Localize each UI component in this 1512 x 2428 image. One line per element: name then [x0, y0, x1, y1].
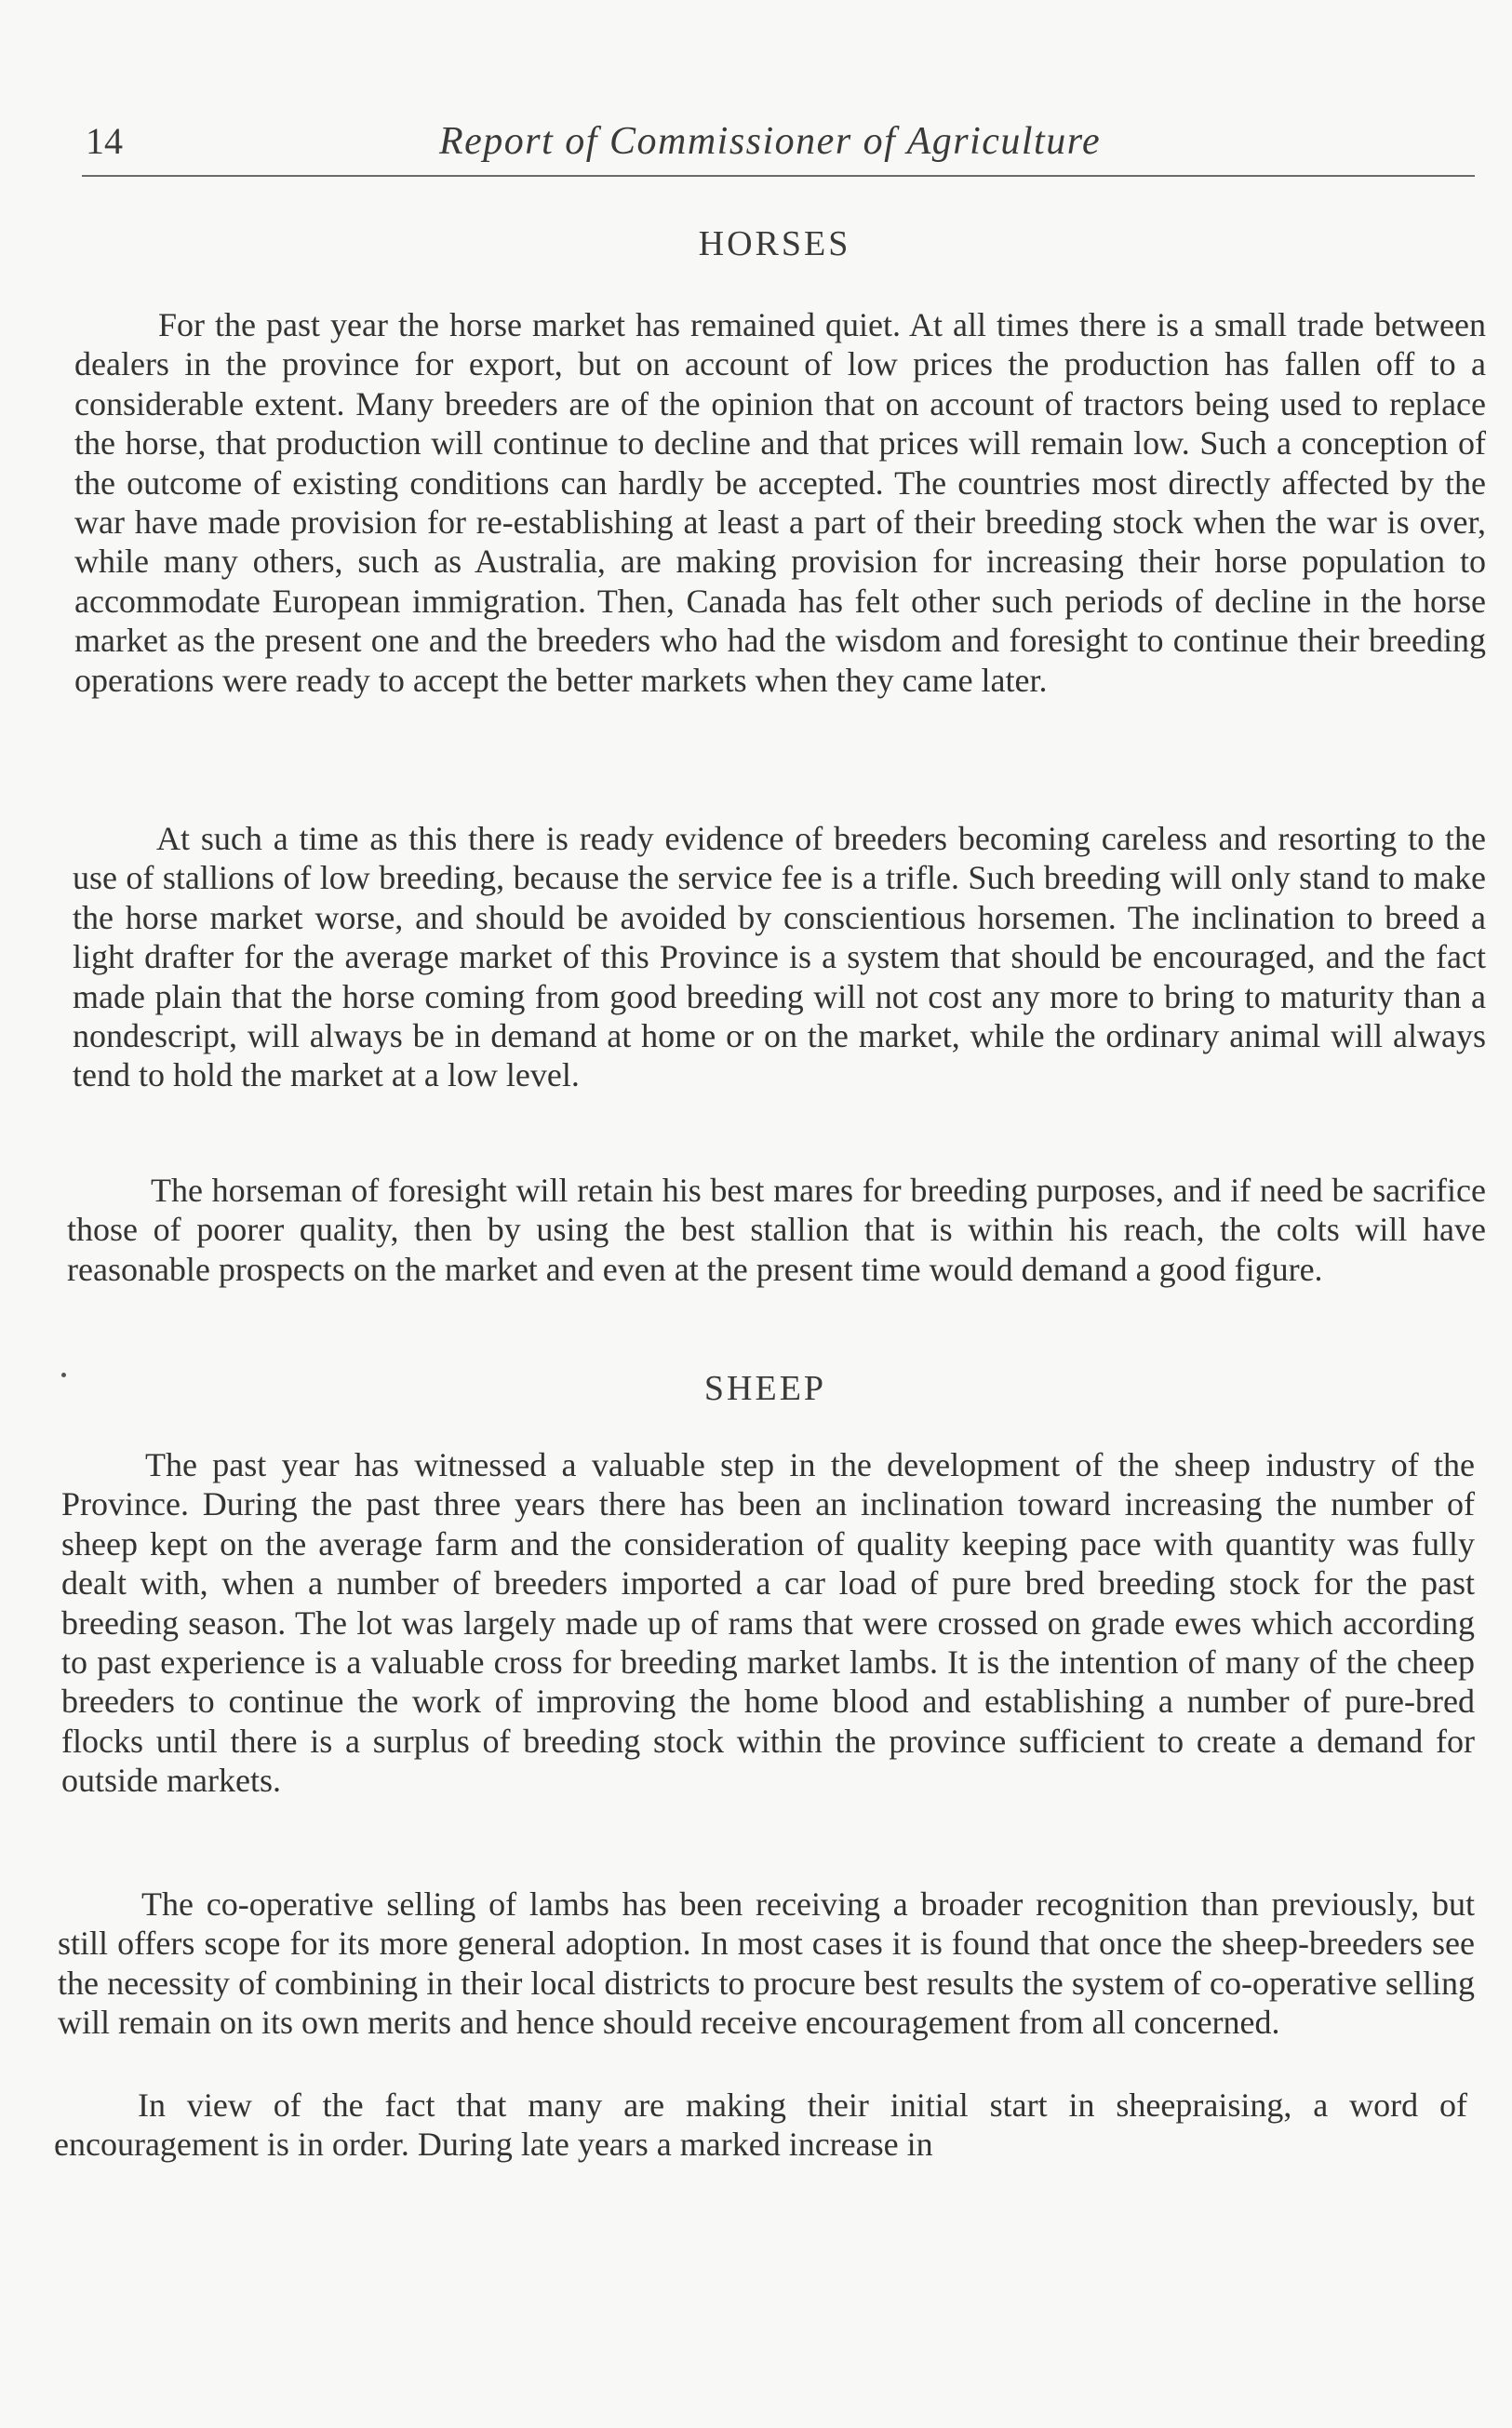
paragraph: In view of the fact that many are making their initial start in sheepraising, a word of encouragement is in order. During late years a marked increase in	[54, 2086, 1467, 2164]
sheep-paragraph-2	[58, 1885, 1475, 2043]
paragraph: At such a time as this there is ready evidence of breeders becoming careless and resorting to the use of stallions of low breeding, because the service fee is a trifle. Such breeding will only stand to make the horse market worse, and should be avoided by conscientious horsemen. The inclination to breed a light drafter for the average market of this Province is a system that should be encouraged, and the fact made plain that the horse coming from good breeding will not cost any more to bring to maturity than a nondescript, will always be in demand at home or on the market, while the ordinary animal will always tend to hold the market at a low level.	[73, 820, 1486, 1094]
horses-paragraph-2	[73, 819, 1486, 1095]
paragraph: The co-operative selling of lambs has been receiving a broader recognition than previously, but still offers scope for its more general adoption. In most cases it is found that once the sheep-breeders see the necessity of combining in their local districts to procure best results the system of co-operative selling will remain on its own merits and hence should receive encouragement from all concerned.	[58, 1885, 1475, 2042]
header-rule	[82, 175, 1475, 177]
sheep-paragraph-1	[61, 1445, 1475, 1801]
page-number: 14	[86, 120, 123, 162]
section-heading-horses: HORSES	[698, 224, 851, 263]
section-heading-sheep: SHEEP	[703, 1369, 827, 1408]
horses-paragraph-1	[74, 305, 1486, 700]
sheep-paragraph-3	[54, 2086, 1467, 2165]
paragraph: For the past year the horse market has remained quiet. At all times there is a small trade between dealers in the province for export, but on account of low prices the production has fallen off to a considerable extent. Many breeders are of the opinion that on account of tractors being used to replace the horse, that production will continue to decline and that prices will remain low. Such a conception of the outcome of existing conditions can hardly be accepted. The countries most directly affected by the war have made provision for re-establishing at least a part of their breeding stock when the war is over, while many others, such as Australia, are making provision for increasing their horse population to accommodate European immigration. Then, Canada has felt other such periods of decline in the horse market as the present one and the breeders who had the wisdom and foresight to continue their breeding operations were ready to accept the better markets when they came later.	[74, 306, 1486, 699]
running-title: Report of Commissioner of Agriculture	[439, 120, 1102, 163]
paragraph: The horseman of foresight will retain his best mares for breeding purposes, and if need be sacrifice those of poorer quality, then by using the best stallion that is within his reach, the colts will have reasonable prospects on the market and even at the present time would demand a good figure.	[67, 1172, 1486, 1288]
page-header	[86, 119, 1456, 171]
paragraph: The past year has witnessed a valuable step in the development of the sheep industry of the Province. During the past three years there has been an inclination toward increasing the number of sheep kept on the average farm and the consideration of quality keeping pace with quantity was fully dealt with, when a number of breeders imported a car load of pure bred breeding stock for the past breeding season. The lot was largely made up of rams that were crossed on grade ewes which according to past experience is a valuable cross for breeding market lambs. It is the intention of many of the cheep breeders to continue the work of improving the home blood and establishing a number of pure-bred flocks until there is a surplus of breeding stock within the province sufficient to create a demand for outside markets.	[61, 1446, 1475, 1800]
horses-paragraph-3	[67, 1171, 1486, 1289]
